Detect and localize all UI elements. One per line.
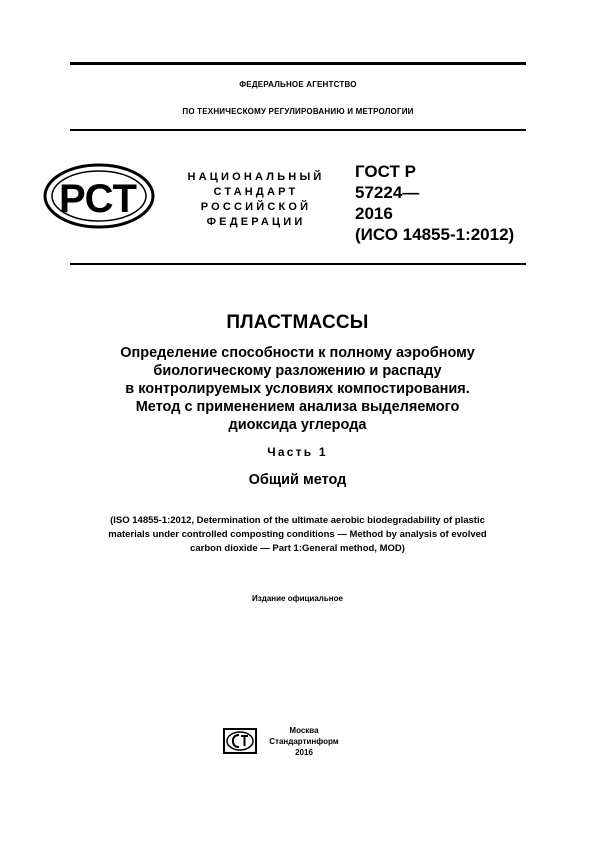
subtitle-line: диоксида углерода bbox=[228, 417, 367, 433]
designation-line: (ИСО 14855-1:2012) bbox=[355, 225, 515, 244]
natl-line: РОССИЙСКОЙ bbox=[200, 201, 312, 213]
national-standard-label bbox=[176, 170, 336, 230]
natl-line: СТАНДАРТ bbox=[213, 186, 299, 198]
logo-text: РСТ bbox=[58, 177, 138, 221]
publisher-city: Москва bbox=[289, 726, 319, 735]
english-line: (ISO 14855-1:2012, Determination of the ultimate aerobic biodegradability of plastic bbox=[110, 515, 485, 526]
part-label: Часть 1 bbox=[267, 445, 328, 459]
designation-line: ГОСТ Р bbox=[355, 162, 416, 181]
standard-designation bbox=[355, 161, 530, 245]
english-line: carbon dioxide — Part 1:General method, MOD) bbox=[190, 543, 405, 554]
document-subtitle bbox=[50, 344, 545, 434]
subtitle-line: в контролируемых условиях компостирования. bbox=[125, 381, 470, 397]
english-line: materials under controlled composting conditions — Method by analysis of evolved bbox=[108, 529, 487, 540]
english-equivalent bbox=[40, 514, 555, 556]
document-title: ПЛАСТМАССЫ bbox=[226, 312, 369, 333]
designation-line: 2016 bbox=[355, 204, 393, 223]
subtitle-line: Определение способности к полному аэробному bbox=[120, 345, 475, 361]
designation-line: 57224— bbox=[355, 183, 420, 202]
edition-note: Издание официальное bbox=[252, 594, 343, 603]
publisher-block bbox=[264, 725, 344, 758]
agency-line-2: ПО ТЕХНИЧЕСКОМУ РЕГУЛИРОВАНИЮ И МЕТРОЛОГИИ bbox=[182, 107, 414, 116]
part-name: Общий метод bbox=[248, 472, 347, 488]
publisher-name: Стандартинформ bbox=[269, 737, 339, 746]
natl-line: ФЕДЕРАЦИИ bbox=[206, 216, 306, 228]
natl-line: НАЦИОНАЛЬНЫЙ bbox=[187, 171, 325, 183]
agency-line-1: ФЕДЕРАЛЬНОЕ АГЕНТСТВО bbox=[239, 80, 357, 89]
subtitle-line: биологическому разложению и распаду bbox=[153, 363, 442, 379]
subtitle-line: Метод с применением анализа выделяемого bbox=[135, 399, 460, 415]
standartinform-logo-icon bbox=[223, 728, 257, 754]
rst-mark-icon bbox=[42, 162, 156, 230]
publisher-year: 2016 bbox=[295, 748, 313, 757]
header-rule bbox=[70, 129, 526, 131]
top-rule bbox=[70, 62, 526, 65]
designation-rule bbox=[70, 263, 526, 265]
